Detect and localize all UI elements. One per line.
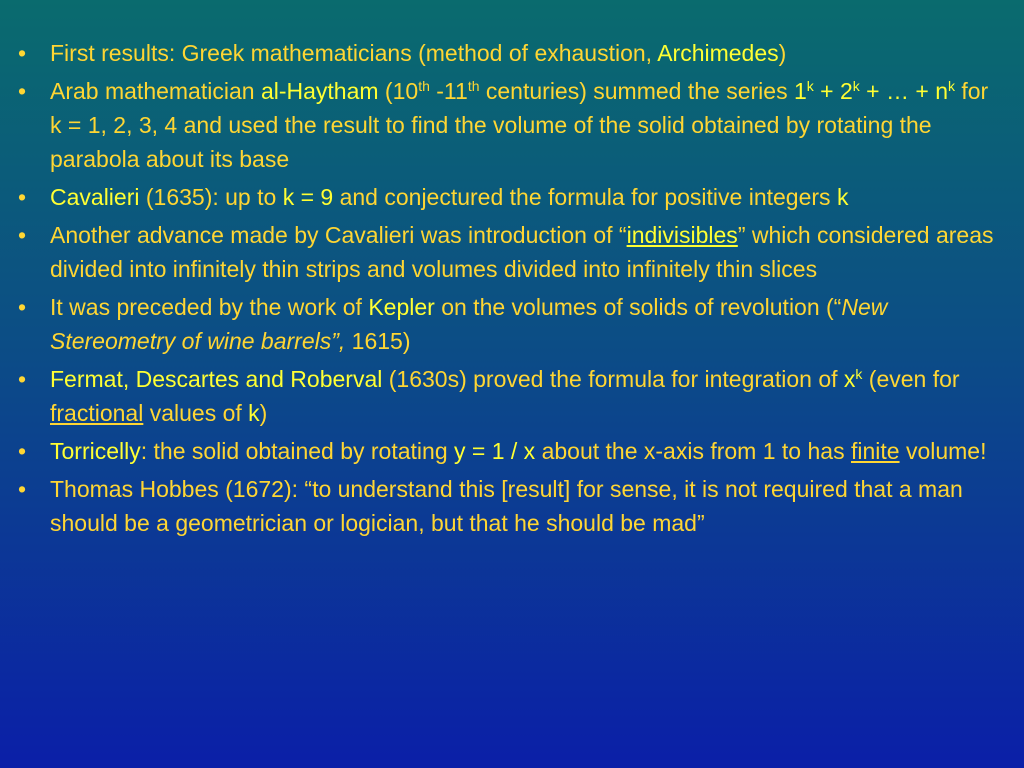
text-run: It was preceded by the work of [50,294,369,320]
text-run: volume! [899,438,987,464]
superscript: k [806,78,814,94]
text-run: ) [259,400,268,426]
text-run: 1615) [345,328,411,354]
bullet-dot: • [18,184,27,210]
bullet-item-1 [18,36,998,70]
text-run: finite [850,438,900,464]
text-run: indivisibles [626,222,738,248]
bullet-list [18,36,998,544]
text-run: ) [778,40,787,66]
text-run: al-Haytham [260,78,379,104]
text-run: values of [143,400,249,426]
bullet-item-8 [18,472,998,540]
superscript: k [855,366,863,382]
superscript: k [947,78,955,94]
text-run: (1635): up to [139,184,283,210]
bullet-dot: • [18,40,27,66]
text-run: y = 1 / x [454,438,536,464]
bullet-dot: • [18,476,27,502]
text-run: ” which considered areas divided into infinitely thin strips and volumes divided into infinitely thin slices [50,222,994,282]
bullet-item-4 [18,218,998,286]
text-run: + … + n [859,78,948,104]
bullet-item-2 [18,74,998,176]
text-run: k [836,184,849,210]
text-run: on the volumes of solids of revolution (“ [434,294,842,320]
text-run: Fermat, Descartes and Roberval [50,366,383,392]
text-run: Arab mathematician [50,78,261,104]
bullet-dot: • [18,438,27,464]
bullet-dot: • [18,294,27,320]
text-run: Another advance made by Cavalieri was introduction of “ [50,222,627,248]
text-run: Torricelly [50,438,141,464]
text-run: Cavalieri [50,184,140,210]
text-run: (even for [862,366,960,392]
text-run: -11 [429,78,468,104]
text-run: (10 [378,78,419,104]
text-run: k [248,400,260,426]
text-run: Archimedes [657,40,779,66]
text-run: + 2 [813,78,853,104]
bullet-item-6 [18,362,998,430]
text-run: (1630s) proved the formula for integration of [382,366,844,392]
bullet-item-3 [18,180,998,214]
text-run: fractional [50,400,144,426]
text-run: for k = 1, 2, 3, 4 and used the result to find the volume of the solid obtained by rotating the parabola about its base [50,78,989,172]
text-run: about the x-axis from 1 to has [535,438,851,464]
bullet-item-5 [18,290,998,358]
text-run: centuries) summed the series [479,78,794,104]
text-run: x [843,366,856,392]
text-run: Kepler [368,294,435,320]
superscript: th [467,78,480,94]
text-run: New Stereometry of wine barrels”, [50,294,888,354]
text-run: k = 9 [282,184,334,210]
text-run: and conjectured the formula for positive integers [333,184,837,210]
superscript: k [852,78,860,94]
text-run: : the solid obtained by rotating [140,438,454,464]
text-run: 1 [793,78,807,104]
bullet-dot: • [18,78,27,104]
bullet-item-7 [18,434,998,468]
bullet-dot: • [18,366,27,392]
bullet-dot: • [18,222,27,248]
text-run: First results: Greek mathematicians (method of exhaustion, [50,40,658,66]
superscript: th [418,78,430,94]
text-run: Thomas Hobbes (1672): “to understand this [result] for sense, it is not required that a man should be a geometrician or logician, but that he should be mad” [50,476,963,536]
